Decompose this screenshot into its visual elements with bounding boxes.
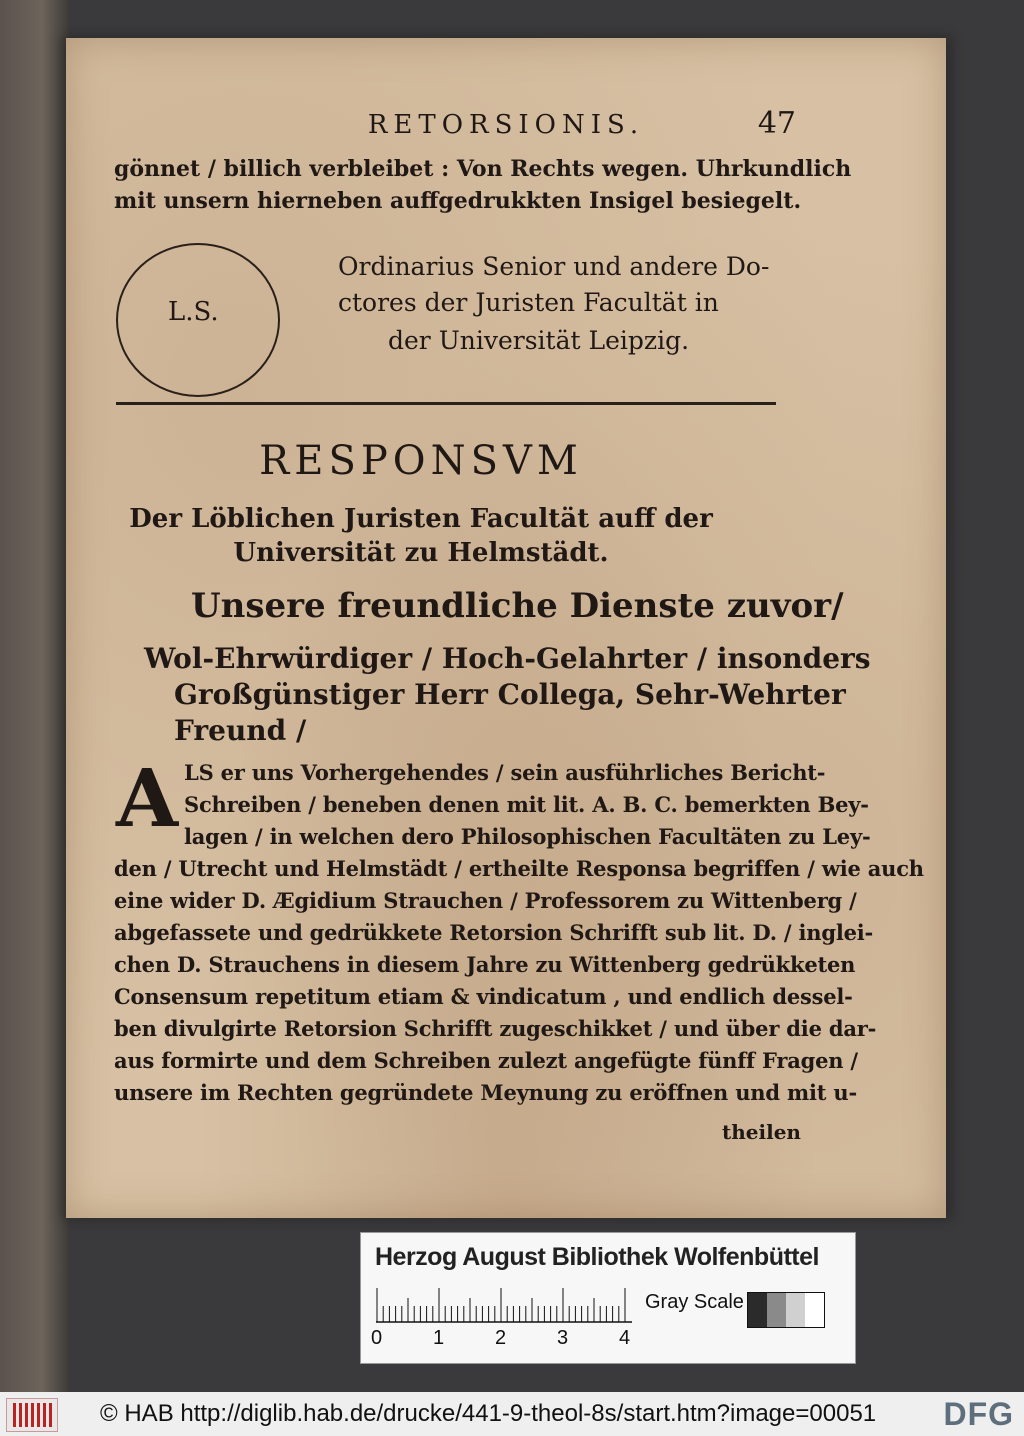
logo-bar bbox=[25, 1403, 28, 1427]
body-line: lagen / in welchen dero Philosophischen Facultäten zu Ley- bbox=[184, 824, 871, 849]
gray-scale-label: Gray Scale bbox=[645, 1291, 744, 1313]
salutation-line: Freund / bbox=[174, 714, 307, 747]
ruler-labels bbox=[371, 1327, 651, 1353]
dfg-logo: DFG bbox=[943, 1396, 1014, 1432]
logo-bar bbox=[37, 1403, 40, 1427]
footer-bar bbox=[0, 1392, 1024, 1436]
body-line: LS er uns Vorhergehendes / sein ausführliches Bericht- bbox=[184, 760, 826, 785]
page-number: 47 bbox=[757, 106, 796, 141]
salutation-line: Großgünstiger Herr Collega, Sehr-Wehrter bbox=[174, 678, 846, 711]
running-head-text: RETORSIONIS. bbox=[367, 110, 645, 140]
footer-url[interactable]: © HAB http://diglib.hab.de/drucke/441-9-theol-8s/start.htm?image=00051 bbox=[100, 1400, 877, 1427]
signature-line: der Universität Leipzig. bbox=[388, 326, 690, 355]
seal-circle bbox=[116, 243, 280, 397]
salutation-line: Wol-Ehrwürdiger / Hoch-Gelahrter / insonders bbox=[144, 642, 871, 675]
ruler-label: 3 bbox=[557, 1327, 569, 1349]
scanned-page bbox=[66, 38, 946, 1218]
body-line: unsere im Rechten gegründete Meynung zu eröffnen und mit u- bbox=[114, 1080, 857, 1105]
body-line: den / Utrecht und Helmstädt / ertheilte Responsa begriffen / wie auch bbox=[114, 856, 924, 881]
drop-cap: A bbox=[116, 751, 179, 845]
ruler-label: 2 bbox=[495, 1327, 507, 1349]
running-head bbox=[66, 106, 946, 141]
body-line: eine wider D. Ægidium Strauchen / Professorem zu Wittenberg / bbox=[114, 888, 857, 913]
reference-card bbox=[360, 1232, 856, 1364]
ruler-label: 0 bbox=[371, 1327, 383, 1349]
divider-rule bbox=[116, 402, 776, 405]
scale-ruler bbox=[376, 1287, 632, 1323]
body-line: aus formirte und dem Schreiben zulezt angefügte fünff Fragen / bbox=[114, 1048, 858, 1073]
signature-line: ctores der Juristen Facultät in bbox=[338, 288, 719, 317]
catchword: theilen bbox=[722, 1120, 801, 1144]
document-title: RESPONSVM bbox=[259, 438, 583, 484]
subtitle-line: Der Löblichen Juristen Facultät auff der bbox=[129, 504, 713, 534]
body-line: Consensum repetitum etiam & vindicatum , und endlich dessel- bbox=[114, 984, 853, 1009]
salutation-heading: Unsere freundliche Dienste zuvor/ bbox=[191, 586, 844, 626]
ruler-label: 4 bbox=[619, 1327, 631, 1349]
book-edge bbox=[0, 0, 70, 1392]
body-line: Schreiben / beneben denen mit lit. A. B. C. bemerkten Bey- bbox=[184, 792, 869, 817]
logo-bar bbox=[19, 1403, 22, 1427]
hab-logo-icon bbox=[6, 1398, 58, 1432]
logo-bar bbox=[43, 1403, 46, 1427]
logo-bar bbox=[31, 1403, 34, 1427]
gray-swatch-cell bbox=[767, 1293, 786, 1327]
gray-swatch-cell bbox=[805, 1293, 824, 1327]
gray-scale-swatch bbox=[747, 1292, 825, 1328]
body-line: ben divulgirte Retorsion Schrifft zugeschikket / und über die dar- bbox=[114, 1016, 877, 1041]
body-line: chen D. Strauchens in diesem Jahre zu Wittenberg gedrükketen bbox=[114, 952, 856, 977]
seal-text: L.S. bbox=[168, 297, 219, 327]
body-line: abgefassete und gedrükkete Retorsion Schrifft sub lit. D. / inglei- bbox=[114, 920, 874, 945]
text-line: gönnet / billich verbleibet : Von Rechts wegen. Uhrkundlich bbox=[114, 156, 852, 182]
subtitle-line: Universität zu Helmstädt. bbox=[233, 538, 609, 568]
gray-swatch-cell bbox=[786, 1293, 805, 1327]
logo-bar bbox=[49, 1403, 52, 1427]
library-name: Herzog August Bibliothek Wolfenbüttel bbox=[375, 1243, 819, 1271]
gray-swatch-cell bbox=[748, 1293, 767, 1327]
ruler-label: 1 bbox=[433, 1327, 445, 1349]
logo-bar bbox=[13, 1403, 16, 1427]
text-line: mit unsern hierneben auffgedrukkten Insigel besiegelt. bbox=[114, 188, 802, 214]
signature-line: Ordinarius Senior und andere Do- bbox=[338, 252, 770, 281]
